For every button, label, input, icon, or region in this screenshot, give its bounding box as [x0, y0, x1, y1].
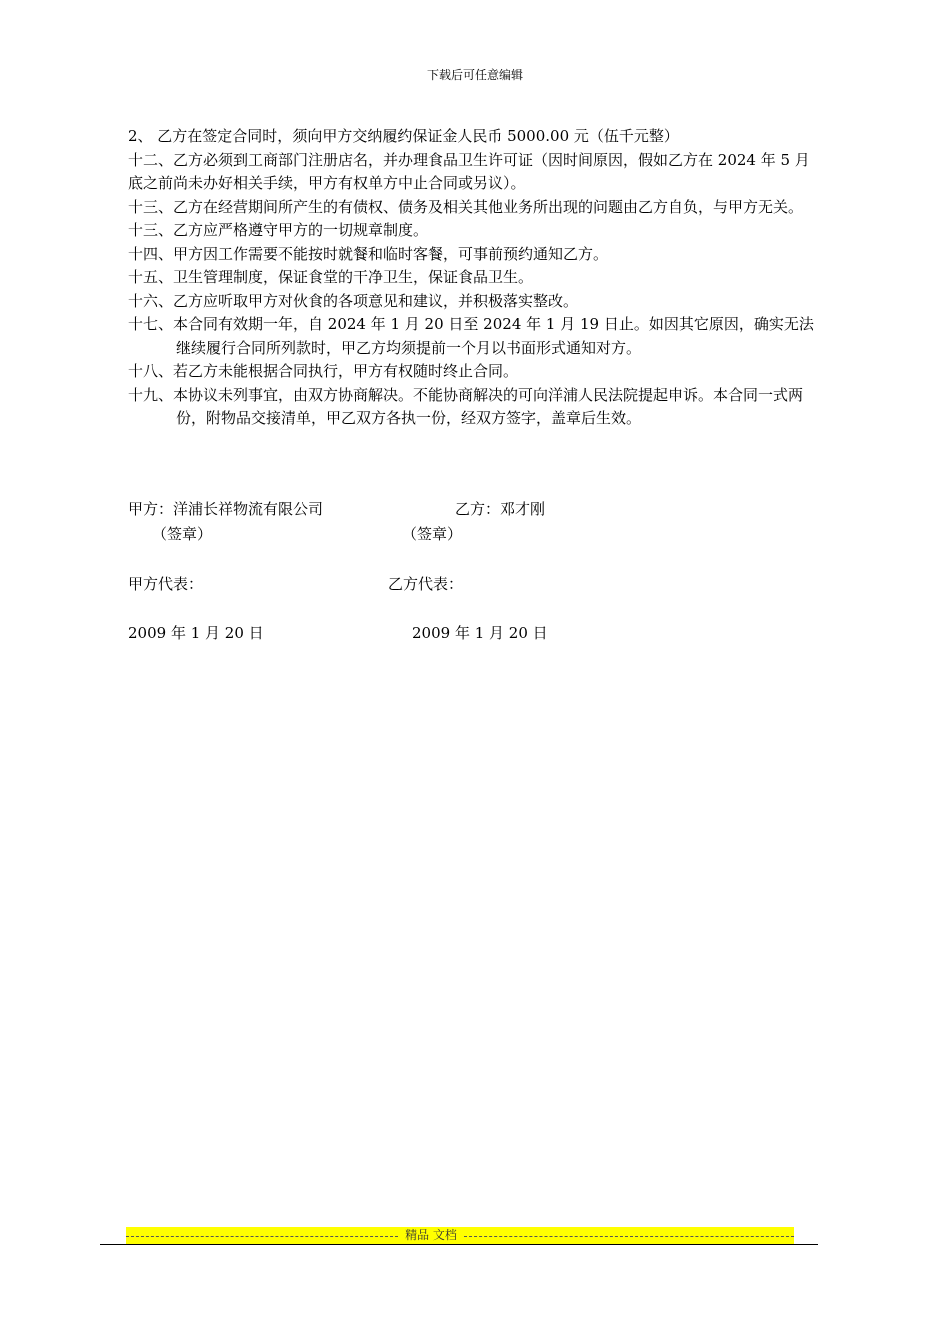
- clause-13-liability: 十三、乙方在经营期间所产生的有债权、债务及相关其他业务所出现的问题由乙方自负，与甲方无关。: [128, 197, 804, 216]
- party-b-representative: 乙方代表：: [388, 575, 464, 593]
- party-a-name: 甲方：洋浦长祥物流有限公司: [128, 500, 324, 518]
- clause-17: 十七、本合同有效期一年，自 2024 年 1 月 20 日至 2024 年 1 月 19 日止。如因其它原因，确实无法继续履行合同所列款时，甲乙方均须提前一个月以书面形式通知对方。: [128, 315, 814, 357]
- footer-mark: 精品 文档: [405, 1228, 457, 1242]
- clause-13-rules: 十三、乙方应严格遵守甲方的一切规章制度。: [128, 221, 429, 239]
- party-a-representative: 甲方代表：: [128, 575, 204, 593]
- party-b-name: 乙方：邓才刚: [455, 500, 546, 518]
- footer-banner: [126, 1227, 794, 1244]
- contract-clauses: [128, 125, 824, 431]
- clause-16: 十六、乙方应听取甲方对伙食的各项意见和建议，并积极落实整改。: [128, 291, 579, 310]
- clause-deposit: 2、 乙方在签定合同时，须向甲方交纳履约保证金人民币 5000.00 元（伍千元整）: [128, 127, 679, 145]
- clause-12: 十二、乙方必须到工商部门注册店名，并办理食品卫生许可证（因时间原因，假如乙方在 2024 年 5 月底之前尚未办好相关手续，甲方有权单方中止合同或另议）。: [128, 150, 810, 192]
- footer-dash-right: [464, 1227, 794, 1244]
- footer-rule: [100, 1244, 818, 1245]
- party-b-date: 2009 年 1 月 20 日: [412, 624, 548, 642]
- party-a-seal: （签章）: [152, 525, 213, 543]
- footer-dash-left: [126, 1227, 398, 1244]
- party-a-date: 2009 年 1 月 20 日: [128, 624, 264, 642]
- clause-18: 十八、若乙方未能根据合同执行，甲方有权随时终止合同。: [128, 362, 519, 380]
- party-b-seal: （签章）: [402, 525, 463, 543]
- header-note: 下载后可任意编辑: [426, 68, 523, 82]
- clause-19: 十九、本协议未列事宜，由双方协商解决。不能协商解决的可向洋浦人民法院提起申诉。本合同一式两份，附物品交接清单，甲乙双方各执一份，经双方签字，盖章后生效。: [128, 385, 804, 427]
- clause-14: 十四、甲方因工作需要不能按时就餐和临时客餐，可事前预约通知乙方。: [128, 244, 609, 263]
- clause-15: 十五、卫生管理制度，保证食堂的干净卫生，保证食品卫生。: [128, 268, 534, 286]
